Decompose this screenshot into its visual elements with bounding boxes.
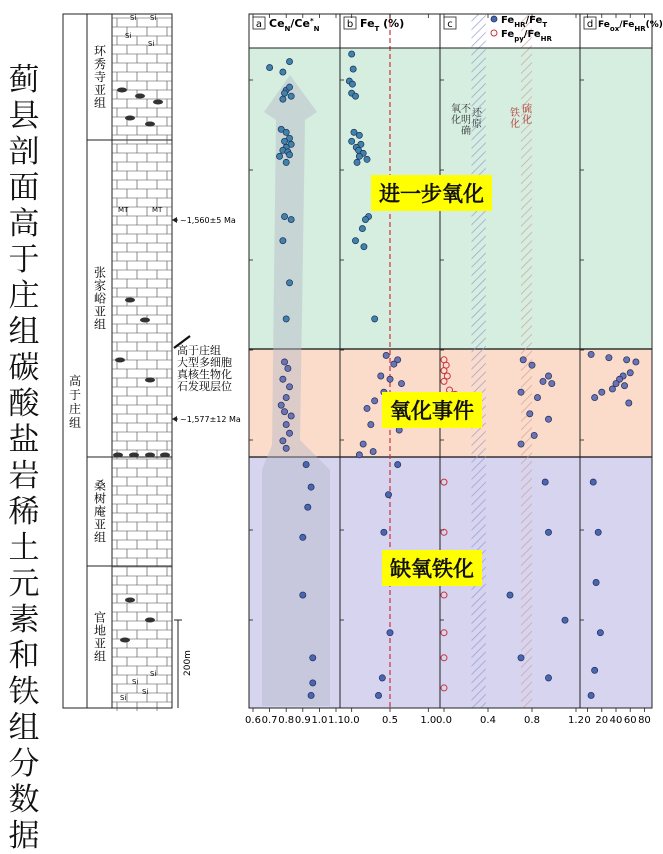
panel-letter-b: b	[346, 19, 354, 30]
point-d-lower-5	[588, 692, 594, 698]
fossil-note-line-1: 大型多细胞	[177, 356, 232, 369]
point-a-middle-1	[285, 365, 291, 371]
point-b-middle-13	[370, 449, 376, 455]
point-c-hr-middle-3	[540, 378, 546, 384]
point-a-upper-0	[267, 64, 273, 70]
lith-si-4: Si	[120, 694, 127, 702]
point-a-upper-17	[276, 153, 282, 159]
member-label-1	[94, 266, 107, 332]
point-d-middle-12	[626, 400, 632, 406]
point-c-hr-lower-5	[545, 675, 551, 681]
point-a-lower-6	[310, 680, 316, 686]
point-a-middle-9	[286, 430, 292, 436]
point-b-middle-7	[372, 398, 378, 404]
point-b-middle-0	[383, 352, 389, 358]
member-char: 亚	[93, 304, 107, 319]
point-c-hr-middle-0	[520, 357, 526, 363]
point-b-middle-12	[360, 441, 366, 447]
point-a-lower-2	[305, 504, 311, 510]
point-a-middle-3	[286, 384, 292, 390]
point-c-hr-middle-6	[534, 395, 540, 401]
lith-si-6: Si	[132, 678, 139, 686]
member-char: 官	[93, 610, 107, 625]
tick-label-d-4: 80	[638, 715, 651, 726]
point-a-upper-22	[286, 280, 292, 286]
member-char: 峪	[93, 291, 107, 306]
point-d-middle-2	[624, 357, 630, 363]
point-b-middle-8	[364, 405, 370, 411]
lith-nodule-3	[125, 116, 135, 121]
point-b-upper-15	[354, 159, 360, 165]
fossil-note-line-3: 石发现层位	[177, 380, 232, 393]
scale-label: 200m	[183, 650, 193, 676]
member-char: 亚	[93, 636, 107, 651]
lith-nodule-12	[145, 378, 155, 383]
band-label-uncertain-3-char: 化	[451, 115, 461, 126]
point-a-upper-21	[280, 238, 286, 244]
point-a-middle-4	[283, 395, 289, 401]
fossil-note-line-0: 高于庄组	[177, 344, 221, 357]
lith-nodule-15	[120, 638, 130, 643]
point-b-middle-10	[368, 422, 374, 428]
member-char: 亚	[93, 517, 107, 532]
point-d-lower-3	[597, 630, 603, 636]
point-b-upper-20	[361, 244, 367, 250]
point-c-hr-lower-4	[518, 655, 524, 661]
point-a-lower-0	[303, 461, 309, 467]
lith-nodule-2	[153, 100, 163, 105]
point-d-middle-1	[606, 355, 612, 361]
point-b-middle-5	[398, 380, 404, 386]
point-d-lower-2	[593, 579, 599, 585]
formation-char: 庄	[68, 402, 82, 416]
tick-label-c-0: 0.0	[436, 715, 452, 726]
point-d-middle-0	[588, 351, 594, 357]
band-label-uncertain-1-char: 不	[461, 104, 471, 115]
point-b-middle-14	[356, 452, 362, 458]
point-b-upper-8	[349, 138, 355, 144]
point-c-hr-middle-5	[518, 389, 524, 395]
member-char: 地	[93, 623, 107, 638]
point-d-middle-8	[621, 383, 627, 389]
point-a-middle-2	[280, 376, 286, 382]
age-arrowhead-0	[172, 217, 177, 223]
band-label-ferruginous-char: 化	[510, 119, 520, 130]
point-a-upper-1	[286, 58, 292, 64]
point-a-upper-11	[281, 138, 287, 144]
lith-si-5: Si	[142, 688, 149, 696]
point-b-upper-0	[349, 51, 355, 57]
tick-label-b-1: 0.5	[382, 715, 398, 726]
formation-char: 于	[68, 388, 82, 402]
point-a-upper-9	[283, 129, 289, 135]
member-char: 桑	[93, 478, 107, 493]
tick-label-a-4: 1.0	[311, 715, 328, 726]
point-b-middle-4	[387, 376, 393, 382]
zone-label-upper: 进一步氧化	[371, 175, 492, 211]
lith-nodule-10	[140, 318, 150, 323]
point-c-hr-lower-1	[545, 529, 551, 535]
point-a-upper-19	[281, 213, 287, 219]
lith-nodule-6	[129, 453, 139, 458]
point-b-lower-6	[375, 692, 381, 698]
lith-si-3: Si	[148, 40, 155, 48]
lith-nodule-14	[145, 618, 155, 623]
band-label-uncertain-1	[461, 103, 471, 137]
point-c-hr-middle-8	[545, 416, 551, 422]
band-label-uncertain-1-char: 确	[461, 126, 471, 137]
member-char: 树	[93, 491, 107, 506]
point-a-lower-4	[300, 592, 306, 598]
lith-nodule-11	[115, 358, 125, 363]
point-a-upper-20	[288, 216, 294, 222]
tick-label-b-2: 1.0	[420, 715, 437, 726]
point-d-middle-4	[627, 370, 633, 376]
lith-si-2: Si	[125, 32, 132, 40]
point-a-middle-10	[280, 438, 286, 444]
tick-label-a-3: 0.9	[294, 715, 311, 726]
lith-nodule-9	[125, 298, 135, 303]
legend-label-hr: $Fe_{HR}/Fe_T$	[501, 15, 548, 29]
panel-letter-a: a	[255, 19, 263, 30]
point-a-upper-18	[283, 159, 289, 165]
point-d-middle-11	[592, 395, 598, 401]
point-c-hr-middle-7	[527, 411, 533, 417]
tick-label-a-1: 0.7	[261, 715, 278, 726]
lith-nodule-5	[113, 453, 123, 458]
point-b-lower-5	[379, 675, 385, 681]
lith-nodule-0	[117, 88, 127, 93]
point-b-lower-0	[395, 461, 401, 467]
point-b-middle-3	[378, 373, 384, 379]
band-label-ferruginous	[510, 106, 520, 130]
tick-label-d-1: 20	[595, 715, 609, 726]
member-char: 张	[93, 265, 107, 280]
panel-d-title: $Fe_{ox}/Fe_{HR}(\%)$	[598, 20, 663, 33]
point-b-upper-13	[356, 153, 362, 159]
point-b-upper-21	[372, 316, 378, 322]
member-label-0	[94, 44, 107, 110]
legend-marker-hr	[491, 16, 497, 22]
member-char: 组	[93, 317, 107, 332]
age-arrowhead-1	[172, 416, 177, 422]
tick-label-a-5: 1.1	[328, 715, 344, 726]
point-d-lower-0	[590, 479, 596, 485]
point-a-upper-2	[280, 69, 286, 75]
point-c-hr-lower-3	[562, 617, 568, 623]
point-d-middle-7	[613, 380, 619, 386]
point-a-upper-5	[281, 90, 287, 96]
member-char: 环	[93, 44, 107, 58]
age-label-1: ~1,577±12 Ma	[180, 415, 241, 424]
point-c-hr-middle-1	[529, 362, 535, 368]
tick-label-d-3: 60	[623, 715, 637, 726]
tick-label-c-3: 1.2	[568, 715, 584, 726]
point-b-upper-14	[364, 156, 370, 162]
age-label-0: ~1,560±5 Ma	[180, 216, 236, 225]
tick-label-c-1: 0.4	[480, 715, 496, 726]
band-label-uncertain-2-char: 原	[472, 119, 482, 130]
point-a-middle-7	[288, 413, 294, 419]
tick-label-d-0: 0	[584, 715, 591, 726]
point-d-middle-3	[633, 359, 639, 365]
tick-label-a-2: 0.8	[278, 715, 295, 726]
lith-mt-1: MT	[152, 206, 163, 214]
point-a-middle-0	[281, 359, 287, 365]
point-b-upper-17	[362, 216, 368, 222]
lith-nodule-8	[160, 453, 170, 458]
point-c-hr-lower-2	[507, 592, 513, 598]
band-label-uncertain-1-char: 明	[461, 115, 471, 126]
tick-label-d-2: 40	[609, 715, 623, 726]
point-b-upper-5	[352, 93, 358, 99]
member-char: 秀	[93, 57, 107, 71]
tick-label-c-2: 0.8	[524, 715, 540, 726]
legend-marker-py	[491, 30, 497, 36]
panel-b-title: $Fe_T$ (%)	[360, 17, 405, 33]
point-a-upper-23	[283, 316, 289, 322]
point-b-upper-18	[359, 226, 365, 232]
zone-label-middle: 氧化事件	[382, 392, 482, 428]
member-char: 亚	[93, 83, 107, 97]
point-b-lower-1	[385, 492, 391, 498]
point-c-hr-middle-4	[549, 380, 555, 386]
lith-si-1: Si	[150, 14, 157, 22]
tick-label-b-0: 0.0	[343, 715, 360, 726]
point-b-upper-7	[356, 132, 362, 138]
member-char: 家	[93, 278, 107, 293]
point-a-lower-1	[308, 484, 314, 490]
member-char: 寺	[93, 70, 107, 84]
lith-nodule-7	[145, 453, 155, 458]
lith-si-0: Si	[130, 14, 137, 22]
panel-a-title: $Ce_N/Ce^*_N$	[269, 17, 320, 33]
point-b-lower-2	[381, 529, 387, 535]
member-char: 组	[93, 530, 107, 545]
point-a-middle-5	[278, 402, 284, 408]
point-d-middle-10	[599, 389, 605, 395]
lith-nodule-13	[125, 598, 135, 603]
point-a-middle-11	[283, 445, 289, 451]
member-label-2	[94, 479, 106, 545]
point-c-hr-middle-2	[545, 373, 551, 379]
point-b-upper-3	[349, 81, 355, 87]
point-b-lower-4	[387, 630, 393, 636]
member-char: 组	[93, 649, 107, 664]
band-label-uncertain-2-char: 还	[472, 108, 482, 119]
band-label-ferruginous-char: 铁	[510, 108, 520, 119]
formation-char: 组	[68, 416, 82, 430]
band-label-euxinic	[522, 102, 532, 126]
point-a-upper-7	[280, 96, 286, 102]
member-label-3	[94, 610, 106, 664]
point-d-lower-4	[592, 667, 598, 673]
lith-mt-0: MT	[118, 206, 129, 214]
point-a-middle-8	[283, 422, 289, 428]
point-b-middle-2	[391, 361, 397, 367]
point-a-middle-6	[281, 409, 287, 415]
figure-title: 蓟县剖面高于庄组碳酸盐岩稀土元素和铁组分数据	[8, 62, 40, 854]
lith-nodule-1	[135, 94, 145, 99]
fossil-note-line-2: 真核生物化	[177, 368, 232, 381]
point-c-hr-lower-0	[542, 479, 548, 485]
panel-letter-d: d	[586, 19, 594, 30]
point-d-lower-1	[595, 529, 601, 535]
point-c-hr-middle-10	[518, 441, 524, 447]
point-a-lower-7	[308, 692, 314, 698]
point-a-upper-4	[286, 84, 292, 90]
point-b-upper-1	[350, 66, 356, 72]
panel-letter-c: c	[447, 19, 453, 30]
tick-label-a-0: 0.6	[245, 715, 261, 726]
lith-si-7: Si	[150, 670, 157, 678]
lith-nodule-4	[145, 122, 155, 127]
member-char: 组	[93, 96, 107, 110]
band-label-euxinic-char: 硫	[522, 104, 532, 115]
formation-char: 高	[68, 374, 82, 388]
band-label-uncertain-2	[472, 107, 483, 130]
point-a-upper-16	[286, 152, 292, 158]
point-a-upper-6	[288, 93, 294, 99]
formation-label	[69, 373, 81, 430]
point-a-lower-3	[300, 534, 306, 540]
point-a-lower-5	[310, 655, 316, 661]
band-label-uncertain-3	[451, 102, 461, 126]
point-d-middle-9	[609, 386, 615, 392]
legend-label-py: $Fe_{py}/Fe_{HR}$	[501, 29, 552, 43]
point-c-hr-middle-9	[531, 432, 537, 438]
band-label-uncertain-3-char: 氧	[451, 104, 461, 115]
point-b-upper-19	[352, 238, 358, 244]
zone-label-lower: 缺氧铁化	[382, 550, 482, 586]
member-char: 庵	[93, 504, 107, 519]
band-label-euxinic-char: 化	[522, 115, 532, 126]
